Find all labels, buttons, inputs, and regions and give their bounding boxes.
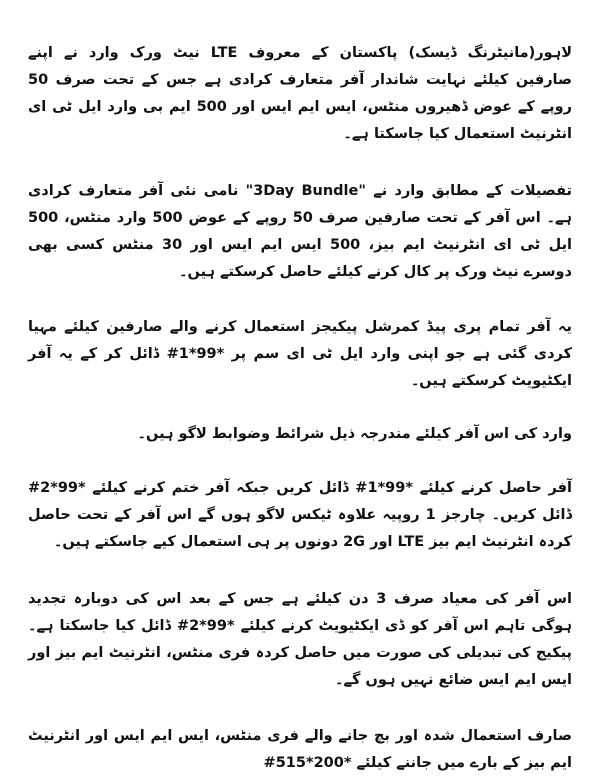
article-body	[28, 40, 572, 777]
article-paragraph-7: صارف استعمال شدہ اور بچ جانے والے فری منٹس، ایس ایم ایس اور انٹرنیٹ ایم بیز کے بارے میں جاننے کیلئے *200*515#	[28, 728, 572, 771]
article-paragraph-5: آفر حاصل کرنے کیلئے *99*1# ڈائل کریں جبکہ آفر ختم کرنے کیلئے *99*2# ڈائل کریں۔ چارجز 1 روپیہ علاوہ ٹیکس لاگو ہوں گے اس آفر کے تحت حاصل کردہ انٹرنیٹ ایم بیز LTE اور 2G دونوں پر ہی استعمال کیے جاسکتے ہیں۔	[28, 480, 573, 550]
article-paragraph-1: لاہور(مانیٹرنگ ڈیسک) پاکستان کے معروف LTE نیٹ ورک وارد نے اپنے صارفین کیلئے نہایت شاندار آفر متعارف کرادی ہے جس کے تحت صرف 50 روپے کے عوض ڈھیروں منٹس، ایس ایم ایس اور 500 ایم بی وارد ایل ٹی ای انٹرنیٹ استعمال کیا جاسکتا ہے۔	[28, 45, 573, 142]
article-paragraph-3: یہ آفر تمام پری پیڈ کمرشل پیکیجز استعمال کرنے والے صارفین کیلئے مہیا کردی گئی ہے جو اپنی وارد ایل ٹی ای سم پر *99*1# ڈائل کر کے یہ آفر ایکٹیویٹ کرسکتے ہیں۔	[28, 319, 572, 389]
article-paragraph-4: وارد کی اس آفر کیلئے مندرجہ ذیل شرائط وضوابط لاگو ہیں۔	[137, 426, 572, 442]
article-paragraph-2: تفصیلات کے مطابق وارد نے "3Day Bundle" نامی نئی آفر متعارف کرادی ہے۔ اس آفر کے تحت صارفین صرف 50 روپے کے عوض 500 وارد منٹس، 500 ایل ٹی ای انٹرنیٹ ایم بیز، 500 ایس ایم ایس اور 30 منٹس کسی بھی دوسرے نیٹ ورک پر کال کرنے کیلئے حاصل کرسکتے ہیں۔	[28, 183, 572, 280]
article-paragraph-6: اس آفر کی معیاد صرف 3 دن کیلئے ہے جس کے بعد اس کی دوبارہ تجدید ہوگی تاہم اس آفر کو ڈی ایکٹیویٹ کرنے کیلئے *99*2# ڈائل کیا جاسکتا ہے۔ پیکیج کی تبدیلی کی صورت میں حاصل کردہ فری منٹس، انٹرنیٹ ایم بیز اور ایس ایم ایس ضائع نہیں ہوں گے۔	[28, 591, 573, 688]
